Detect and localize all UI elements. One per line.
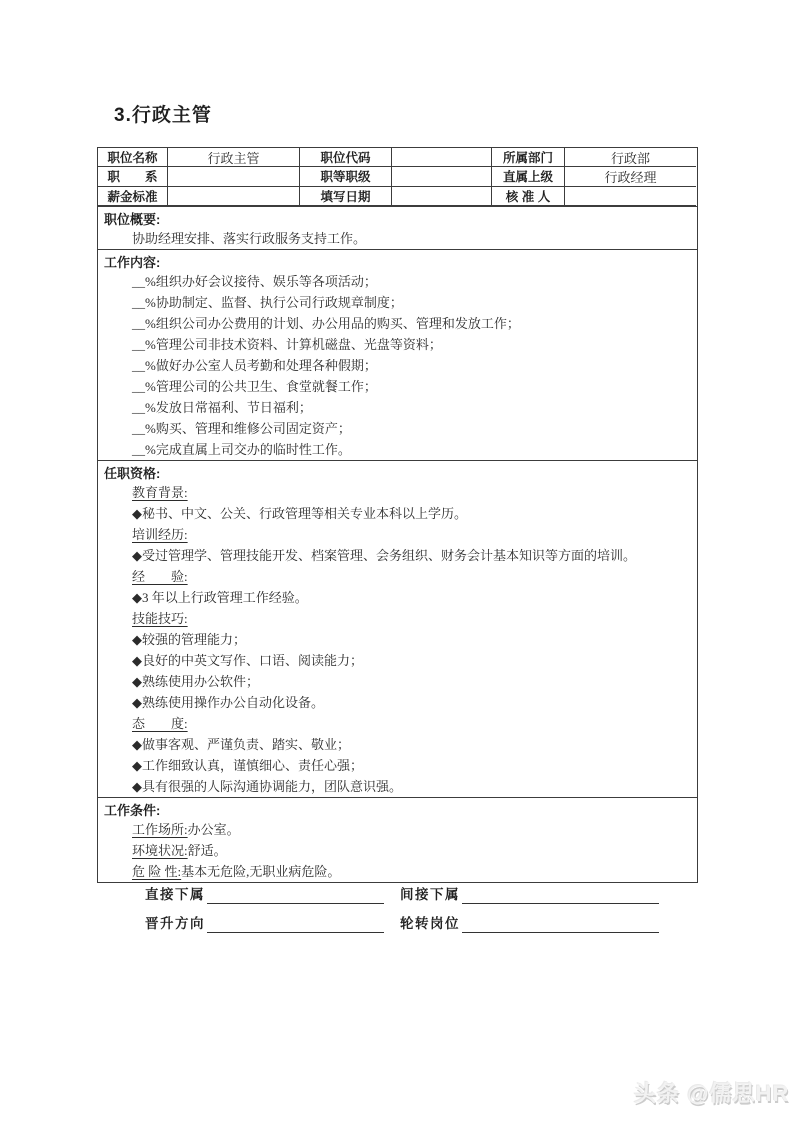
section-conditions [98,797,697,882]
section-duties [98,249,697,460]
footer-field [145,886,384,904]
duty-item: __%组织办好会议接待、娱乐等各项活动； [132,273,377,289]
qualification-heading-line [132,566,689,587]
header-cell-value: 行政部 [565,148,696,167]
condition-value: 舒适。 [187,842,227,858]
footer-row [97,886,696,915]
condition-line [132,819,689,840]
qualification-heading: 态 度: [132,715,188,731]
duties-list [98,271,697,460]
qualification-item: ◆工作细致认真，谨慎细心、责任心强； [132,757,363,773]
qualification-heading-line [132,482,689,503]
condition-value: 办公室。 [187,821,240,837]
qualifications-section-title: 任职资格: [104,465,161,481]
qualification-item: ◆3 年以上行政管理工作经验。 [132,589,308,605]
duty-item: __%协助制定、监督、执行公司行政规章制度； [132,294,403,310]
duty-item: __%发放日常福利、节日福利； [132,399,312,415]
header-cell-label: 填写日期 [300,187,392,206]
condition-line [132,840,689,861]
duties-section-title: 工作内容: [104,254,161,270]
header-cell-value [392,148,492,167]
qualification-heading: 技能技巧: [132,610,188,626]
condition-label: 危 险 性: [132,863,182,879]
qualification-item: ◆受过管理学、管理技能开发、档案管理、会务组织、财务会计基本知识等方面的培训。 [132,547,636,563]
footer-blank-line [462,916,659,933]
conditions-list [98,819,697,882]
job-description-table [97,147,698,883]
footer-field [400,915,659,933]
qualification-item: ◆具有很强的人际沟通协调能力，团队意识强。 [132,778,402,794]
qualification-heading: 教育背景: [132,484,188,500]
condition-label: 工作场所: [132,821,188,837]
section-summary [98,206,697,249]
qualification-heading: 经 验: [132,568,188,584]
footer-field-label: 晋升方向 [145,916,205,931]
duty-item: __%做好办公室人员考勤和处理各种假期； [132,357,377,373]
header-cell-value [565,187,696,206]
footer-blank-line [207,887,384,904]
header-cell-label: 直属上级 [492,167,565,186]
condition-line [132,861,689,882]
header-cell-label: 职 系 [98,167,168,186]
conditions-section-title: 工作条件: [104,802,161,818]
header-cell-label: 薪金标准 [98,187,168,206]
header-cell-label: 职等职级 [300,167,392,186]
footer-field-label: 轮转岗位 [400,916,460,931]
header-cell-label: 职位名称 [98,148,168,167]
qualification-item: ◆熟练使用操作办公自动化设备。 [132,694,324,710]
qualification-item: ◆做事客观、严谨负责、踏实、敬业； [132,736,350,752]
header-cell-value [168,167,300,186]
header-cell-value [392,187,492,206]
duty-item: __%管理公司的公共卫生、食堂就餐工作； [132,378,377,394]
footer-field [400,886,659,904]
header-cell-label: 职位代码 [300,148,392,167]
footer-field-label: 直接下属 [145,887,205,902]
qualification-heading-line [132,713,689,734]
footer-blank-line [462,887,659,904]
condition-value: 基本无危险,无职业病危险。 [181,863,341,879]
duty-item: __%购买、管理和维修公司固定资产； [132,420,351,436]
header-cell-value [168,187,300,206]
duty-item: __%完成直属上司交办的临时性工作。 [132,441,351,457]
qualification-heading-line [132,524,689,545]
header-cell-label: 所属部门 [492,148,565,167]
condition-label: 环境状况: [132,842,188,858]
footer-fill-in-area [97,886,696,944]
header-cell-value: 行政经理 [565,167,696,186]
footer-blank-line [207,916,384,933]
section-qualifications [98,460,697,797]
header-cell-value: 行政主管 [168,148,300,167]
qualification-item: ◆熟练使用办公软件； [132,673,259,689]
header-cell-label: 核 准 人 [492,187,565,206]
watermark: 头条 @儒思HR [634,1081,790,1106]
qualifications-list [98,482,697,797]
summary-section-title: 职位概要: [104,211,161,227]
footer-row [97,915,696,944]
qualification-item: ◆较强的管理能力； [132,631,246,647]
header-info-grid [98,148,697,206]
summary-content: 协助经理安排、落实行政服务支持工作。 [132,230,367,246]
qualification-item: ◆秘书、中文、公关、行政管理等相关专业本科以上学历。 [132,505,467,521]
qualification-item: ◆良好的中英文写作、口语、阅读能力； [132,652,363,668]
footer-field [145,915,384,933]
header-cell-value [392,167,492,186]
footer-field-label: 间接下属 [400,887,460,902]
qualification-heading-line [132,608,689,629]
qualification-heading: 培训经历: [132,526,188,542]
page-title: 3.行政主管 [114,105,212,126]
duty-item: __%组织公司办公费用的计划、办公用品的购买、管理和发放工作； [132,315,520,331]
duty-item: __%管理公司非技术资料、计算机磁盘、光盘等资料； [132,336,442,352]
